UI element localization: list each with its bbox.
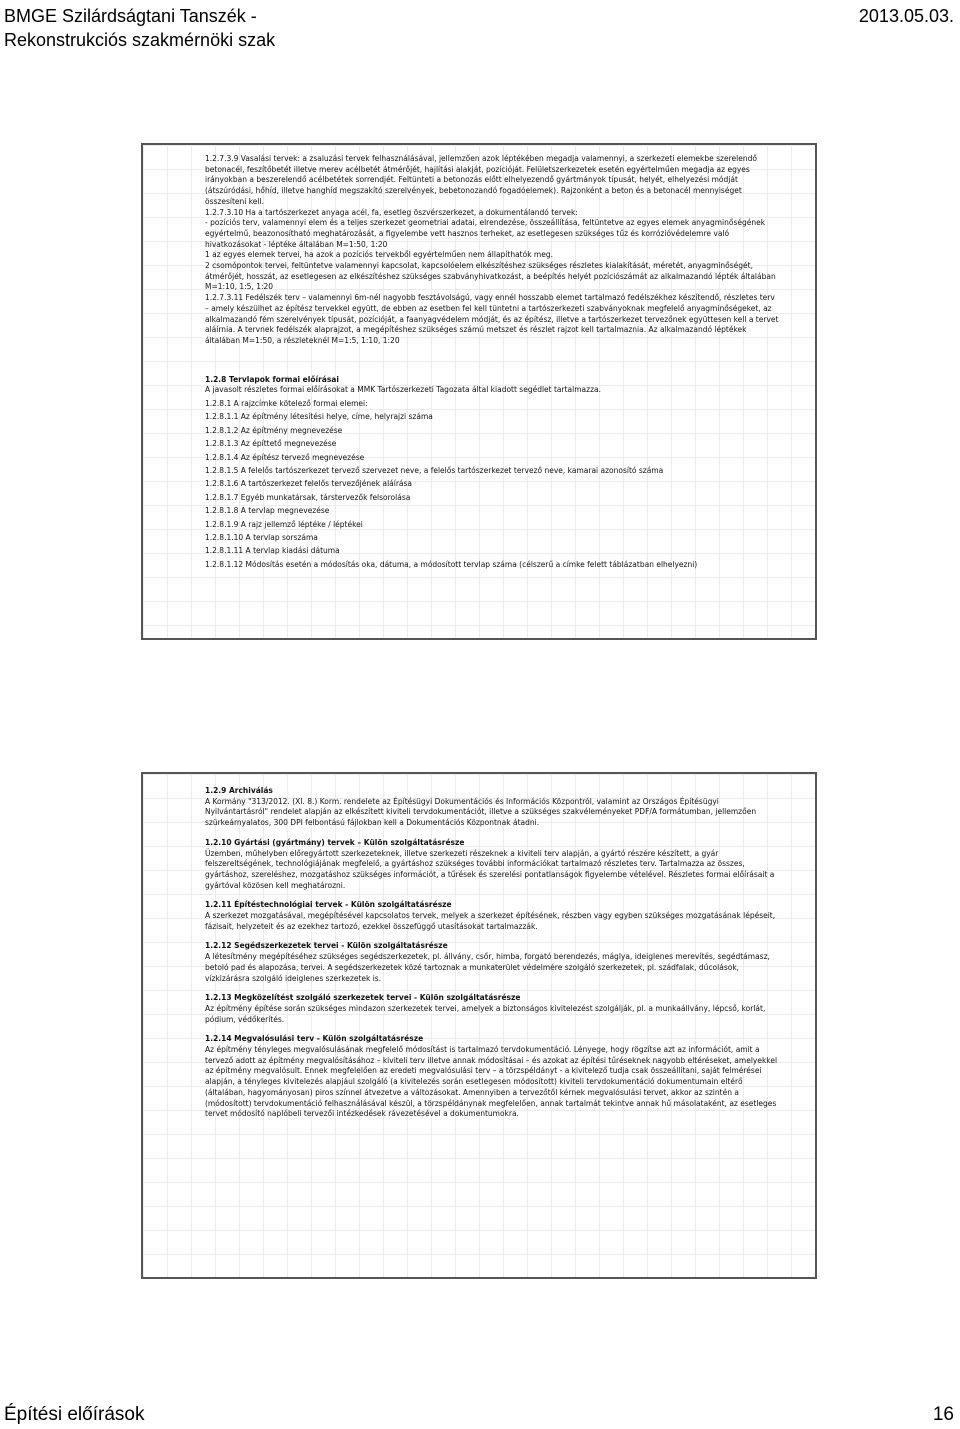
slide-2-content <box>205 786 779 1129</box>
document-header-title <box>4 4 275 52</box>
list-item: 1.2.8.1.1 Az építmény létesítési helye, címe, helyrajzi száma <box>205 412 433 422</box>
section-title: 1.2.10 Gyártási (gyártmány) tervek – Külön szolgáltatásrésze <box>205 837 465 847</box>
section-title: 1.2.13 Megközelítést szolgáló szerkezetek tervei - Külön szolgáltatásrésze <box>205 993 521 1003</box>
page-number: 16 <box>932 1404 954 1425</box>
section-title: 1.2.12 Segédszerkezetek tervei - Külön szolgáltatásrésze <box>205 941 448 951</box>
footer-title: Építési előírások <box>4 1404 145 1425</box>
paragraph: 1.2.7.3.11 Fedélszék terv – valamennyi 6m-nél nagyobb fesztávolságú, vagy ennél hosszabb elemet tartalmazó fedélszékhez készítendő, részletes terv – amely készülhet az építész tervekkel együtt, de ebben az esetben fel kell tüntetni a tartószerkezeti szabványoknak megfelelő anyagminőségeket, az alkalmazandó fém szerelvények típusát, pozícióját, a faanyagvédelem módját, és az építész, illetve a tartószerkezet tervezőnek együttesen kell a tervet aláírnia. A tervnek fedélszék alaprajzot, a megépítéshez szükséges számú metszet és részlet rajzot kell tartalmaznia. Az alkalmazandó léptékek általában M=1:50, a részleteknél M=1:5, 1:10, 1:20 <box>205 293 779 345</box>
paragraph: 1 az egyes elemek tervei, ha azok a pozíciós tervekből egyértelműen nem állapíthatók meg. <box>205 250 553 260</box>
section-gyartasi-tervek <box>205 838 779 892</box>
list-item: 1.2.8.1.8 A tervlap megnevezése <box>205 506 330 516</box>
paragraph: 1.2.7.3.10 Ha a tartószerkezet anyaga acél, fa, esetleg öszvérszerkezet, a dokumentálandó tervek: <box>205 207 578 217</box>
list-item: 1.2.8.1.6 A tartószerkezet felelős tervezőjének aláírása <box>205 479 413 489</box>
section-body: A Kormány "313/2012. (XI. 8.) Korm. rendelete az Építésügyi Dokumentációs és Információs Központról, valamint az Országos Építésügyi Nyilvántartásról" rendelet alapján az elkészített kiviteli tervdokumentációt, illetve a szükséges szakvéleményeket PDF/A formátumban, jellemzően szürkeárnyalatos, 300 DPI felbontású fájlokban kell a Dokumentációs Központnak átadni. <box>205 796 757 828</box>
paragraph: 2 csomópontok tervei, feltüntetve valamennyi kapcsolat, kapcsolóelem elkészítéshez szükséges részletes kialakítását, méretét, anyagminőségét, átmérőjét, hosszát, az esetlegesen az elkészítéshez szükséges szabványhivatkozást, a beépítés helyét pozíciószámát az alkalmazandó lépték általában M=1:10, 1:5, 1:20 <box>205 261 776 292</box>
section-title: 1.2.14 Megvalósulási terv - Külön szolgáltatásrésze <box>205 1034 424 1044</box>
list-item: 1.2.8.1.11 A tervlap kiadási dátuma <box>205 546 340 556</box>
section-segedszerkezetek <box>205 941 779 984</box>
slide-1 <box>141 143 817 640</box>
header-date: 2013.05.03. <box>858 6 954 26</box>
slide-2 <box>141 772 817 1279</box>
section-body: A létesítmény megépítéséhez szükséges segédszerkezetek, pl. állvány, csőr, himba, forgató berendezés, máglya, ideiglenes merevítés, segédtámasz, betoló pad és alapozása, tervei. A segédszerkezetek közé tartoznak a munkaterület védelmére szolgáló szerkezetek, pl. szádfalak, dúcolások, vízkizárásra szolgáló ideiglenes szerkezetek is. <box>205 952 770 983</box>
slide-1-content <box>205 154 779 573</box>
section-megvalosulasi-terv <box>205 1034 779 1120</box>
rule-list <box>205 399 779 570</box>
header-title-line2: Rekonstrukciós szakmérnöki szak <box>4 30 276 50</box>
list-item: 1.2.8.1.5 A felelős tartószerkezet tervező szervezet neve, a felelős tartószerkezet tervező neve, kamarai azonosító száma <box>205 466 664 476</box>
list-item: 1.2.8.1.4 Az építész tervező megnevezése <box>205 452 365 462</box>
list-item: 1.2.8.1.3 Az építtető megnevezése <box>205 439 337 449</box>
section-body: Az építmény tényleges megvalósulásának megfelelő módosítást is tartalmazó tervdokumentáció. Lényege, hogy rögzítse azt az információt, amit a tervező adott az építmény megvalósításához – kiviteli terv illetve annak módosításai – és azokat az építési tűréseknek nagyobb eltéréseket, amelyekkel az építmény megvalósult. Ennek megfelelően az eredeti megvalósulási terv – a törzspéldányt - a kivitelező tudja csak összeállítani, saját felmérései alapján, a tényleges kivitelezés alapjául szolgáló (a kivitelezés során esetlegesen módosított) kiviteli tervdokumentáció dokumentumain eltérő (általában, hagyományosan) piros színnel átvezetve a változásokat. Amennyiben a tervezőtől kérnek megvalósulási tervet, akkor az szintén a (módosított) tervdokumentáció felhasználásával készül, a törzspéldánynak megfelelően, annak tartalmát tekintve annak hű másolataként, az esetleges tervet módosító naplóbeli tervezői intézkedések rávezetésével a dokumentumokra. <box>205 1045 778 1119</box>
section-title: 1.2.9 Archiválás <box>205 786 273 795</box>
section-epitestechnologiai-tervek <box>205 900 779 932</box>
paragraph: 1.2.7.3.9 Vasalási tervek: a zsaluzási tervek felhasználásával, jellemzően azok léptékében megadja valamennyi, a szerkezeti elemekbe szerelendő betonacél, feszítőbetét illetve merev acélbetét átmérőjét, hajlítási alakját, pozícióját. Felületszerkezetek esetén egyértelműen megadja az egyes irányokban a beszerelendő acélbetétek sorrendjét. Feltünteti a betonozás előtt elhelyezendő gyártmányok típusát, helyét, elhelyezési módját (átszúródási, hőhíd, illetve hanghíd megszakító szerelvények, bebetonozandó fogadóelemek). Rajzonként a beton és a betonacél mennyiséget összesíteni kell. <box>205 154 757 206</box>
section-body: A szerkezet mozgatásával, megépítésével kapcsolatos tervek, melyek a szerkezet építésének, részben vagy egyben szükséges mozgatásának lépéseit, fázisait, helyzeteit és az ezekhez tartozó, ezekkel összefüggő utasításokat tartalmazzák. <box>205 911 776 931</box>
section-title: 1.2.11 Építéstechnológiai tervek - Külön szolgáltatásrésze <box>205 900 452 910</box>
section-body: Üzemben, műhelyben előregyártott szerkezeteknek, illetve szerkezeti részeknek a kiviteli terv alapján, a gyártó részére készített, a gyár felszereltségének, technológiájának megfelelő, a gyártáshoz szükséges további információkat tartalmazó részletes terv. Tartalmazza az összes, gyártáshoz, szereléshez, mozgatáshoz szükséges információt, a tűrések és szerelési pontatlanságok figyelembe vételével. Részletes formai előírásait a gyártóval közösen kell meghatározni. <box>205 848 775 890</box>
section-archivalas <box>205 786 779 829</box>
section-intro: A javasolt részletes formai előírásokat a MMK Tartószerkezeti Tagozata által kiadott segédlet tartalmazza. <box>205 385 601 395</box>
list-item: 1.2.8.1.9 A rajz jellemző léptéke / léptékei <box>205 519 363 529</box>
list-item: 1.2.8.1.2 Az építmény megnevezése <box>205 425 343 435</box>
section-megkozelitest-szolgalo <box>205 993 779 1025</box>
section-title: 1.2.8 Tervlapok formai előírásai <box>205 374 339 384</box>
list-item: 1.2.8.1.12 Módosítás esetén a módosítás oka, dátuma, a módosított tervlap száma (célszerű a címke felett táblázatban elhelyezni) <box>205 559 698 569</box>
paragraph: - pozíciós terv, valamennyi elem és a teljes szerkezet geometriai adatai, elrendezése, összeállítása, feltüntetve az egyes elemek anyagminőségének egyértelmű, beazonosítható meghatározását, a figyelembe vett hasznos terheket, az esetlegesen szükséges tűz és korrózióvédelemre való hivatkozásokat - léptéke általában M=1:50, 1:20 <box>205 218 766 249</box>
list-item: 1.2.8.1 A rajzcímke kötelező formai elemei: <box>205 399 368 409</box>
header-title-line1: BMGE Szilárdságtani Tanszék - <box>4 6 257 26</box>
list-item: 1.2.8.1.7 Egyéb munkatársak, társtervezők felsorolása <box>205 492 411 502</box>
section-body: Az építmény építése során szükséges mindazon szerkezetek tervei, amelyek a biztonságos kivitelezést szolgálják, pl. a munkaállvány, lépcső, korlát, pódium, védőkerítés. <box>205 1003 766 1024</box>
list-item: 1.2.8.1.10 A tervlap sorszáma <box>205 532 318 542</box>
